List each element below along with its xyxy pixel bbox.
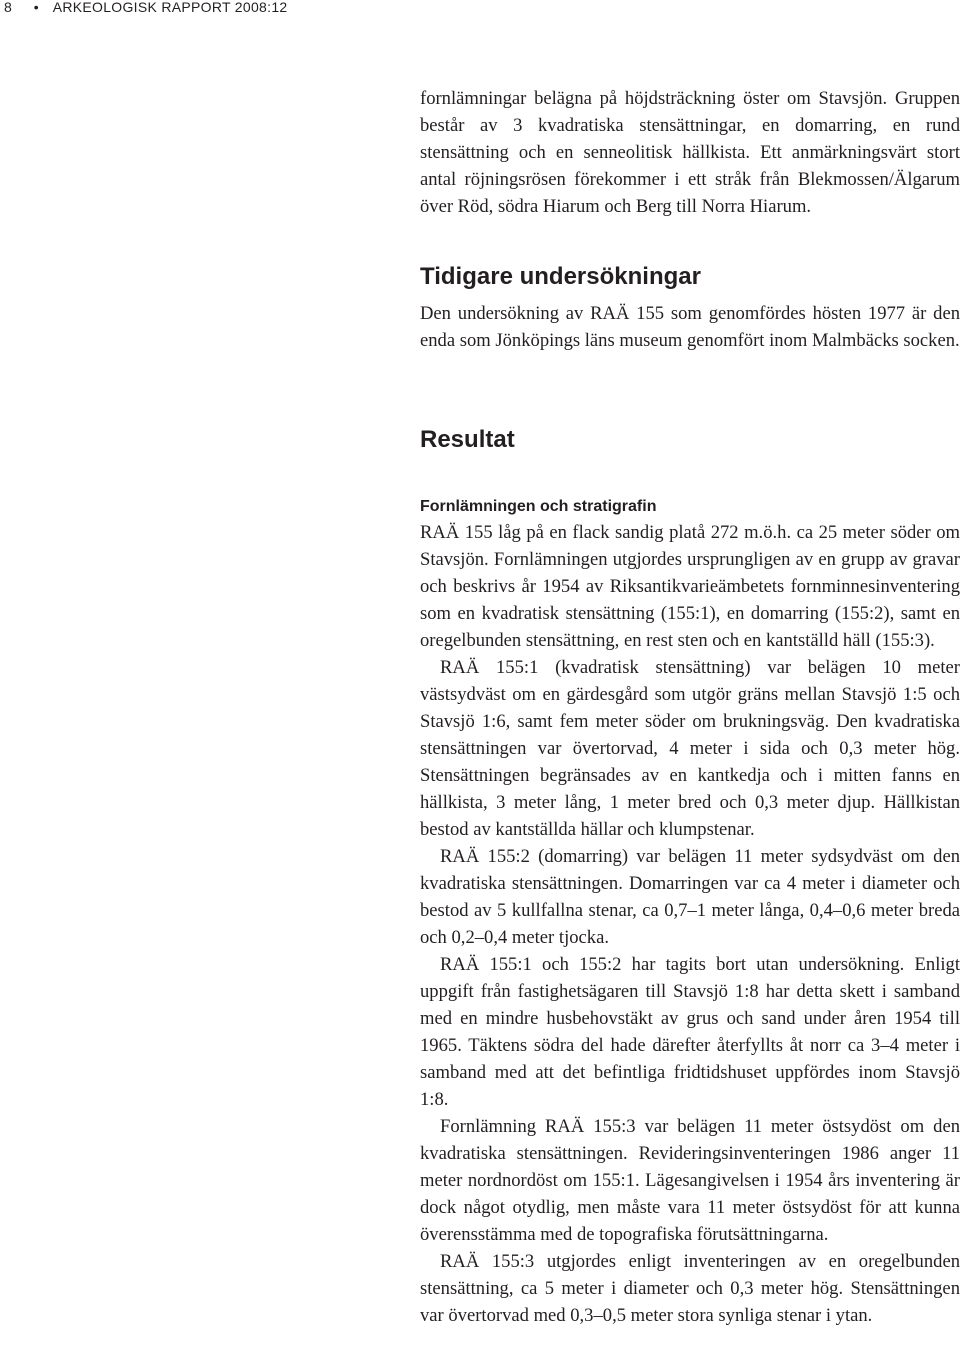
body-paragraph: RAÄ 155 låg på en flack sandig platå 272 m.ö.h. ca 25 meter söder om Stavsjön. Fornlämningen utgjordes ursprungligen av en grupp av gravar och beskrivs år 1954 av Riksantikvarieämbetets fornminnesinventering som en kvadratisk stensättning (155:1), en domarring (155:2), samt en oregelbunden stensättning, en rest sten och en kantställd häll (155:3). <box>420 522 960 651</box>
body-paragraph: Fornlämning RAÄ 155:3 var belägen 11 meter östsydöst om den kvadratiska stensättningen. Revideringsinventeringen 1986 anger 11 meter nordnordöst om 155:1. Lägesangivelsen i 1954 års inventering är dock något otydlig, men måste vara 11 meter östsydöst för att kunna överensstämma med de topografiska förutsättningarna. <box>420 1116 960 1245</box>
tidigare-paragraph: Den undersökning av RAÄ 155 som genomfördes hösten 1977 är den enda som Jönköpings läns museum genomfört inom Malmbäcks socken. <box>420 303 960 351</box>
resultat-block <box>420 519 960 1329</box>
page-number: 8 <box>4 0 12 15</box>
publication-title: ARKEOLOGISK RAPPORT 2008:12 <box>52 0 288 15</box>
body-paragraph: RAÄ 155:3 utgjordes enligt inventeringen av en oregelbunden stensättning, ca 5 meter i diameter och 0,3 meter hög. Stensättningen var övertorvad med 0,3–0,5 meter stora synliga stenar i ytan. <box>420 1251 960 1326</box>
heading-tidigare-undersokningar: Tidigare undersökningar <box>420 263 701 290</box>
tidigare-block <box>420 300 960 354</box>
running-header <box>4 0 288 14</box>
body-paragraph: RAÄ 155:1 och 155:2 har tagits bort utan undersökning. Enligt uppgift från fastighetsägaren till Stavsjö 1:8 har detta skett i samband med en mindre husbehovstäkt av grus och sand under åren 1954 till 1965. Täktens södra del hade därefter återfyllts åt norr ca 3–4 meter i samband med att det befintliga fridtidshuset uppfördes inom Stavsjö 1:8. <box>420 954 960 1110</box>
body-paragraph: RAÄ 155:1 (kvadratisk stensättning) var belägen 10 meter västsydväst om en gärdesgård som utgör gräns mellan Stavsjö 1:5 och Stavsjö 1:6, samt fem meter söder om brukningsväg. Den kvadratiska stensättningen var övertorvad, 4 meter i sida och 0,3 meter hög. Stensättningen begränsades av en kantkedja och i mitten fanns en hällkista, 3 meter lång, 1 meter bred och 0,3 meter djup. Hällkistan bestod av kantställda hällar och klumpstenar. <box>420 657 960 840</box>
intro-block <box>420 85 960 220</box>
body-paragraph: RAÄ 155:2 (domarring) var belägen 11 meter sydsydväst om den kvadratiska stensättningen. Domarringen var ca 4 meter i diameter och bestod av 5 kullfallna stenar, ca 0,7–1 meter långa, 0,4–0,6 meter breda och 0,2–0,4 meter tjocka. <box>420 846 960 948</box>
intro-paragraph: fornlämningar belägna på höjdsträckning öster om Stavsjön. Gruppen består av 3 kvadratiska stensättningar, en domarring, en rund stensättning och en senneolitisk hällkista. Ett anmärkningsvärt stort antal röjningsrösen förekommer i ett stråk från Blekmossen/Älgarum över Röd, södra Hiarum och Berg till Norra Hiarum. <box>420 88 960 217</box>
heading-resultat: Resultat <box>420 426 515 453</box>
subheading-fornlamningen: Fornlämningen och stratigrafin <box>420 498 657 515</box>
bullet-separator: • <box>33 0 39 15</box>
